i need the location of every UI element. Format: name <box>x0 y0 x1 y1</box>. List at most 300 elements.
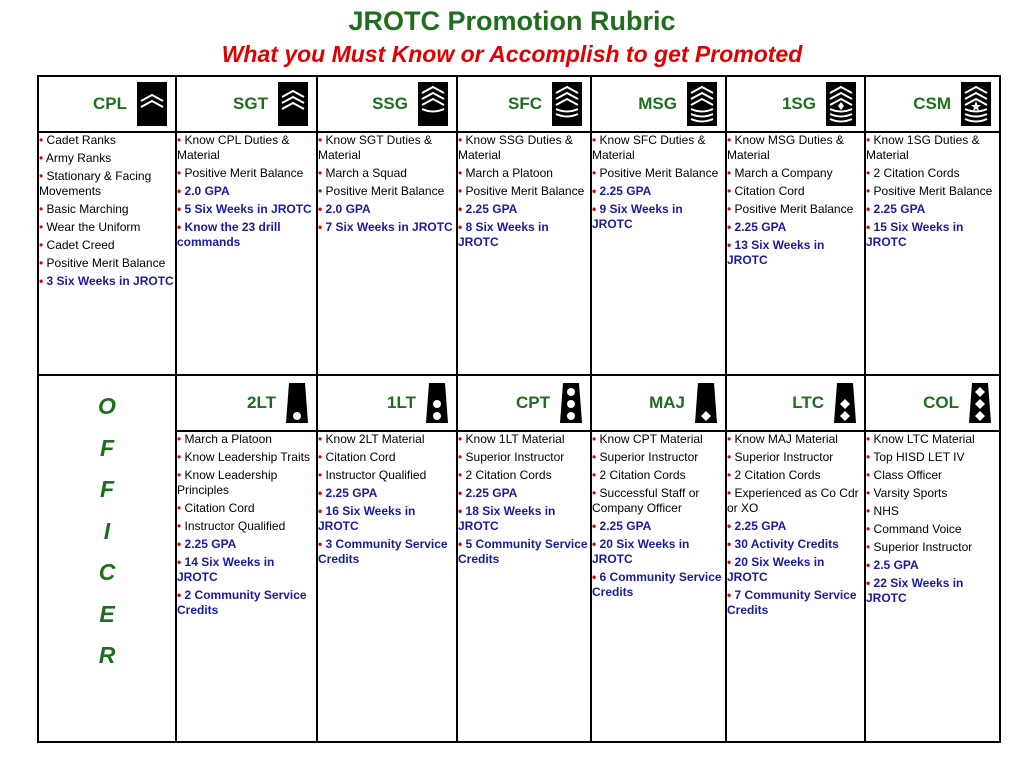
requirement-list <box>318 432 456 567</box>
requirement-list <box>727 432 864 618</box>
officer-letter: O <box>98 393 116 419</box>
requirement-item <box>866 432 999 447</box>
requirement-text: 14 Six Weeks in JROTC <box>177 555 275 584</box>
bullet-icon: • <box>177 501 182 515</box>
requirement-item <box>39 238 175 253</box>
bullet-icon: • <box>318 486 323 500</box>
requirement-item <box>727 588 864 618</box>
requirement-text: 2 Community Service Credits <box>177 588 307 617</box>
requirement-text: 13 Six Weeks in JROTC <box>727 238 825 267</box>
rank-header-ssg <box>317 76 457 132</box>
requirement-item <box>866 450 999 465</box>
requirement-text: Know Leadership Principles <box>177 468 278 497</box>
requirements-1sg <box>726 132 865 375</box>
bullet-icon: • <box>458 504 463 518</box>
bullet-icon: • <box>727 486 732 500</box>
bullet-icon: • <box>177 432 182 446</box>
bullet-icon: • <box>866 522 871 536</box>
officer-letter: F <box>99 434 115 461</box>
bullet-icon: • <box>866 166 871 180</box>
bullet-icon: • <box>318 202 323 216</box>
requirement-item <box>727 555 864 585</box>
bullet-icon: • <box>727 133 732 147</box>
enlisted-header-row <box>38 76 1000 132</box>
bullet-icon: • <box>177 537 182 551</box>
bullet-icon: • <box>39 202 44 216</box>
requirement-text: Positive Merit Balance <box>46 256 166 270</box>
requirement-text: 30 Activity Credits <box>734 537 839 551</box>
requirement-list <box>727 133 864 268</box>
requirement-list <box>458 432 590 567</box>
bullet-icon: • <box>177 555 182 569</box>
bullet-icon: • <box>592 468 597 482</box>
requirements-maj <box>591 431 726 742</box>
officer-header-row <box>38 375 1000 431</box>
requirement-text: 2.25 GPA <box>873 202 926 216</box>
requirement-item <box>458 166 590 181</box>
requirement-text: Positive Merit Balance <box>184 166 304 180</box>
requirement-text: 2.25 GPA <box>465 202 518 216</box>
bullet-icon: • <box>177 133 182 147</box>
bar-2-diamond-icon <box>834 383 856 423</box>
requirement-text: 2 Citation Cords <box>734 468 821 482</box>
bullet-icon: • <box>727 450 732 464</box>
requirements-col <box>865 431 1000 742</box>
requirement-item <box>458 486 590 501</box>
rank-label: 1SG <box>781 94 816 113</box>
bullet-icon: • <box>866 558 871 572</box>
chevron-3-3rocker-icon <box>687 82 717 126</box>
bullet-icon: • <box>458 468 463 482</box>
requirement-item <box>318 486 456 501</box>
page-subtitle: What you Must Know or Accomplish to get Promoted <box>221 41 803 67</box>
requirement-text: Know 2LT Material <box>325 432 425 446</box>
requirement-item <box>39 220 175 235</box>
bullet-icon: • <box>177 166 182 180</box>
requirement-text: 2.5 GPA <box>873 558 919 572</box>
rank-header-col <box>865 375 1000 431</box>
requirements-csm <box>865 132 1000 375</box>
requirement-text: Superior Instructor <box>465 450 565 464</box>
bullet-icon: • <box>318 133 323 147</box>
bullet-icon: • <box>458 184 463 198</box>
rank-label: CPL <box>93 94 127 113</box>
bullet-icon: • <box>177 519 182 533</box>
requirement-item <box>177 220 316 250</box>
requirement-list <box>592 133 725 232</box>
requirement-item <box>458 133 590 163</box>
bullet-icon: • <box>727 220 732 234</box>
requirement-text: 7 Community Service Credits <box>727 588 857 617</box>
requirement-item <box>866 166 999 181</box>
chevron-3-2rocker-icon <box>552 82 582 126</box>
requirement-list <box>458 133 590 250</box>
bullet-icon: • <box>592 519 597 533</box>
requirement-text: 2.0 GPA <box>325 202 371 216</box>
requirement-text: 9 Six Weeks in JROTC <box>592 202 683 231</box>
requirement-item <box>177 555 316 585</box>
bullet-icon: • <box>458 166 463 180</box>
requirement-text: March a Company <box>734 166 833 180</box>
bullet-icon: • <box>458 537 463 551</box>
rank-header-1sg <box>726 76 865 132</box>
requirement-list <box>318 133 456 235</box>
requirement-text: Stationary & Facing Movements <box>39 169 152 198</box>
requirement-list <box>866 133 999 250</box>
bullet-icon: • <box>866 133 871 147</box>
requirement-item <box>177 588 316 618</box>
requirement-text: 22 Six Weeks in JROTC <box>866 576 964 605</box>
requirement-item <box>39 151 175 166</box>
requirement-item <box>177 537 316 552</box>
bullet-icon: • <box>39 151 44 165</box>
requirement-item <box>727 537 864 552</box>
requirement-item <box>727 519 864 534</box>
requirement-item <box>177 166 316 181</box>
bullet-icon: • <box>727 238 732 252</box>
requirement-text: 2.0 GPA <box>184 184 230 198</box>
officer-requirements-row <box>38 431 1000 742</box>
requirement-item <box>458 220 590 250</box>
officer-letter: R <box>98 642 116 668</box>
requirements-2lt <box>176 431 317 742</box>
requirement-text: 2.25 GPA <box>184 537 237 551</box>
requirement-text: Top HISD LET IV <box>873 450 965 464</box>
requirement-text: 6 Community Service Credits <box>592 570 722 599</box>
requirement-text: Army Ranks <box>45 151 112 165</box>
bullet-icon: • <box>177 220 182 234</box>
bullet-icon: • <box>866 450 871 464</box>
requirement-item <box>177 468 316 498</box>
bullet-icon: • <box>592 570 597 584</box>
requirement-text: 3 Six Weeks in JROTC <box>46 274 174 288</box>
requirement-item <box>177 501 316 516</box>
requirements-msg <box>591 132 726 375</box>
requirement-text: 2.25 GPA <box>325 486 378 500</box>
requirement-item <box>727 486 864 516</box>
bullet-icon: • <box>866 432 871 446</box>
bullet-icon: • <box>592 133 597 147</box>
rank-header-csm <box>865 76 1000 132</box>
bullet-icon: • <box>39 133 44 147</box>
bullet-icon: • <box>318 220 323 234</box>
bar-2-dot-icon <box>426 383 448 423</box>
requirement-item <box>866 540 999 555</box>
requirement-item <box>727 468 864 483</box>
requirement-text: Positive Merit Balance <box>465 184 585 198</box>
requirements-ltc <box>726 431 865 742</box>
rank-label: MSG <box>638 94 677 113</box>
bullet-icon: • <box>177 202 182 216</box>
requirement-text: Know Leadership Traits <box>184 450 310 464</box>
rank-label: SFC <box>508 94 542 113</box>
requirement-text: 5 Six Weeks in JROTC <box>184 202 312 216</box>
rank-header-sgt <box>176 76 317 132</box>
requirement-text: Know CPL Duties & Material <box>177 133 290 162</box>
requirement-text: 2 Citation Cords <box>465 468 552 482</box>
bullet-icon: • <box>592 202 597 216</box>
requirement-item <box>458 184 590 199</box>
rank-label: SSG <box>372 94 408 113</box>
requirement-item <box>592 450 725 465</box>
requirement-item <box>727 238 864 268</box>
bullet-icon: • <box>318 184 323 198</box>
requirement-text: 15 Six Weeks in JROTC <box>866 220 964 249</box>
bullet-icon: • <box>592 432 597 446</box>
requirement-text: 2.25 GPA <box>734 519 787 533</box>
requirement-item <box>727 166 864 181</box>
requirement-text: 18 Six Weeks in JROTC <box>458 504 556 533</box>
bullet-icon: • <box>39 274 44 288</box>
requirement-item <box>727 202 864 217</box>
requirement-item <box>177 450 316 465</box>
bullet-icon: • <box>39 220 44 234</box>
requirement-item <box>177 519 316 534</box>
requirement-text: March a Platoon <box>184 432 272 446</box>
bullet-icon: • <box>866 220 871 234</box>
requirement-text: Know LTC Material <box>873 432 975 446</box>
rank-label: LTC <box>792 393 824 412</box>
requirement-item <box>318 166 456 181</box>
bullet-icon: • <box>592 450 597 464</box>
requirement-item <box>592 432 725 447</box>
requirement-text: 16 Six Weeks in JROTC <box>318 504 416 533</box>
bullet-icon: • <box>458 133 463 147</box>
bar-3-dot-icon <box>560 383 582 423</box>
requirement-item <box>458 504 590 534</box>
requirement-text: Wear the Uniform <box>46 220 141 234</box>
bullet-icon: • <box>458 220 463 234</box>
requirement-text: Citation Cord <box>184 501 255 515</box>
rank-header-maj <box>591 375 726 431</box>
requirement-text: 3 Community Service Credits <box>318 537 448 566</box>
requirements-1lt <box>317 431 457 742</box>
bullet-icon: • <box>727 537 732 551</box>
requirement-item <box>177 202 316 217</box>
requirement-text: 2 Citation Cords <box>599 468 686 482</box>
requirement-item <box>177 432 316 447</box>
bullet-icon: • <box>727 184 732 198</box>
requirement-text: Class Officer <box>873 468 943 482</box>
requirement-text: Know CPT Material <box>599 432 703 446</box>
rank-label: CPT <box>516 393 550 412</box>
bar-3-diamond-icon <box>969 383 991 423</box>
officer-letter: I <box>103 517 111 544</box>
bullet-icon: • <box>318 166 323 180</box>
requirement-item <box>592 166 725 181</box>
requirement-text: Experienced as Co Cdr or XO <box>727 486 859 515</box>
requirement-list <box>866 432 999 606</box>
requirement-text: Know SFC Duties & Material <box>592 133 706 162</box>
rank-label: COL <box>923 393 959 412</box>
bullet-icon: • <box>727 166 732 180</box>
bullet-icon: • <box>318 537 323 551</box>
requirement-item <box>318 504 456 534</box>
requirement-item <box>866 522 999 537</box>
requirement-text: Cadet Ranks <box>46 133 116 147</box>
requirement-text: Successful Staff or Company Officer <box>592 486 700 515</box>
requirement-item <box>866 576 999 606</box>
requirement-text: 20 Six Weeks in JROTC <box>592 537 690 566</box>
requirement-text: 2.25 GPA <box>599 519 652 533</box>
bar-1-diamond-icon <box>695 383 717 423</box>
chevron-3-3rocker-diamond-icon <box>826 82 856 126</box>
bullet-icon: • <box>866 540 871 554</box>
requirement-text: Instructor Qualified <box>184 519 286 533</box>
requirement-item <box>39 133 175 148</box>
officer-letter: F <box>99 476 115 502</box>
rank-header-msg <box>591 76 726 132</box>
bullet-icon: • <box>177 184 182 198</box>
requirement-text: 7 Six Weeks in JROTC <box>325 220 453 234</box>
requirements-sgt <box>176 132 317 375</box>
requirement-list <box>592 432 725 600</box>
requirement-item <box>39 202 175 217</box>
rank-header-2lt <box>176 375 317 431</box>
requirement-item <box>592 486 725 516</box>
requirement-item <box>177 184 316 199</box>
bullet-icon: • <box>727 519 732 533</box>
requirement-text: Know SSG Duties & Material <box>458 133 573 162</box>
bullet-icon: • <box>727 555 732 569</box>
rank-label: MAJ <box>649 393 685 412</box>
requirement-item <box>866 486 999 501</box>
bullet-icon: • <box>318 450 323 464</box>
bullet-icon: • <box>592 166 597 180</box>
requirements-ssg <box>317 132 457 375</box>
enlisted-requirements-row <box>38 132 1000 375</box>
chevron-3-rocker-icon <box>418 82 448 126</box>
requirement-item <box>39 256 175 271</box>
requirement-text: Know MAJ Material <box>734 432 838 446</box>
requirement-item <box>458 202 590 217</box>
requirement-text: 5 Community Service Credits <box>458 537 588 566</box>
requirement-text: Command Voice <box>873 522 962 536</box>
bullet-icon: • <box>458 432 463 446</box>
requirement-item <box>592 202 725 232</box>
bullet-icon: • <box>866 468 871 482</box>
bullet-icon: • <box>177 588 182 602</box>
requirement-list <box>177 432 316 618</box>
bullet-icon: • <box>592 184 597 198</box>
requirement-item <box>727 133 864 163</box>
requirement-text: Instructor Qualified <box>325 468 427 482</box>
requirement-item <box>318 537 456 567</box>
bullet-icon: • <box>39 238 44 252</box>
requirement-text: Positive Merit Balance <box>734 202 854 216</box>
requirement-item <box>318 133 456 163</box>
promotion-rubric-table <box>37 75 1001 743</box>
rank-label: CSM <box>913 94 951 113</box>
bullet-icon: • <box>39 169 44 183</box>
requirements-sfc <box>457 132 591 375</box>
requirement-text: Basic Marching <box>46 202 129 216</box>
requirement-item <box>592 184 725 199</box>
requirement-item <box>458 537 590 567</box>
requirement-text: March a Platoon <box>465 166 553 180</box>
requirement-item <box>727 220 864 235</box>
requirement-item <box>318 450 456 465</box>
requirement-item <box>458 450 590 465</box>
requirement-text: Superior Instructor <box>734 450 834 464</box>
requirement-item <box>458 468 590 483</box>
requirement-list <box>39 133 175 289</box>
rank-header-cpl <box>38 76 176 132</box>
chevron-2-icon <box>137 82 167 126</box>
requirement-item <box>866 558 999 573</box>
requirement-text: Citation Cord <box>325 450 396 464</box>
bullet-icon: • <box>458 450 463 464</box>
requirement-text: Citation Cord <box>734 184 805 198</box>
requirement-text: Know the 23 drill commands <box>177 220 281 249</box>
bullet-icon: • <box>727 468 732 482</box>
rank-header-ltc <box>726 375 865 431</box>
rank-header-sfc <box>457 76 591 132</box>
bullet-icon: • <box>592 486 597 500</box>
bullet-icon: • <box>727 588 732 602</box>
requirement-item <box>177 133 316 163</box>
requirement-item <box>318 432 456 447</box>
requirement-text: Cadet Creed <box>46 238 115 252</box>
requirement-item <box>866 184 999 199</box>
requirement-item <box>318 202 456 217</box>
requirement-item <box>866 468 999 483</box>
requirement-item <box>727 450 864 465</box>
bullet-icon: • <box>318 468 323 482</box>
bar-1-dot-icon <box>286 383 308 423</box>
bullet-icon: • <box>727 202 732 216</box>
requirements-cpt <box>457 431 591 742</box>
requirement-item <box>866 504 999 519</box>
bullet-icon: • <box>866 202 871 216</box>
requirement-text: 2.25 GPA <box>734 220 787 234</box>
requirement-text: 2 Citation Cords <box>873 166 960 180</box>
bullet-icon: • <box>866 184 871 198</box>
requirement-item <box>458 432 590 447</box>
rank-header-1lt <box>317 375 457 431</box>
bullet-icon: • <box>592 537 597 551</box>
requirement-text: March a Squad <box>325 166 407 180</box>
requirement-text: Superior Instructor <box>873 540 973 554</box>
bullet-icon: • <box>866 504 871 518</box>
requirement-text: Positive Merit Balance <box>599 166 719 180</box>
requirement-item <box>866 220 999 250</box>
requirement-item <box>592 133 725 163</box>
requirement-list <box>177 133 316 250</box>
requirement-text: Know 1LT Material <box>465 432 565 446</box>
page-title: JROTC Promotion Rubric <box>348 6 676 36</box>
chevron-3-icon <box>278 82 308 126</box>
bullet-icon: • <box>318 432 323 446</box>
requirement-text: Know 1SG Duties & Material <box>866 133 980 162</box>
requirement-text: Know SGT Duties & Material <box>318 133 433 162</box>
requirement-text: Know MSG Duties & Material <box>727 133 844 162</box>
requirement-text: 20 Six Weeks in JROTC <box>727 555 825 584</box>
requirement-text: Positive Merit Balance <box>873 184 993 198</box>
officer-letter: C <box>98 559 116 585</box>
bullet-icon: • <box>318 504 323 518</box>
rank-label: 2LT <box>247 393 276 412</box>
requirement-item <box>727 184 864 199</box>
requirement-text: NHS <box>873 504 899 518</box>
requirements-cpl <box>38 132 176 375</box>
requirement-item <box>592 468 725 483</box>
requirement-item <box>727 432 864 447</box>
bullet-icon: • <box>727 432 732 446</box>
requirement-item <box>592 570 725 600</box>
rank-label: SGT <box>233 94 268 113</box>
requirement-item <box>592 537 725 567</box>
